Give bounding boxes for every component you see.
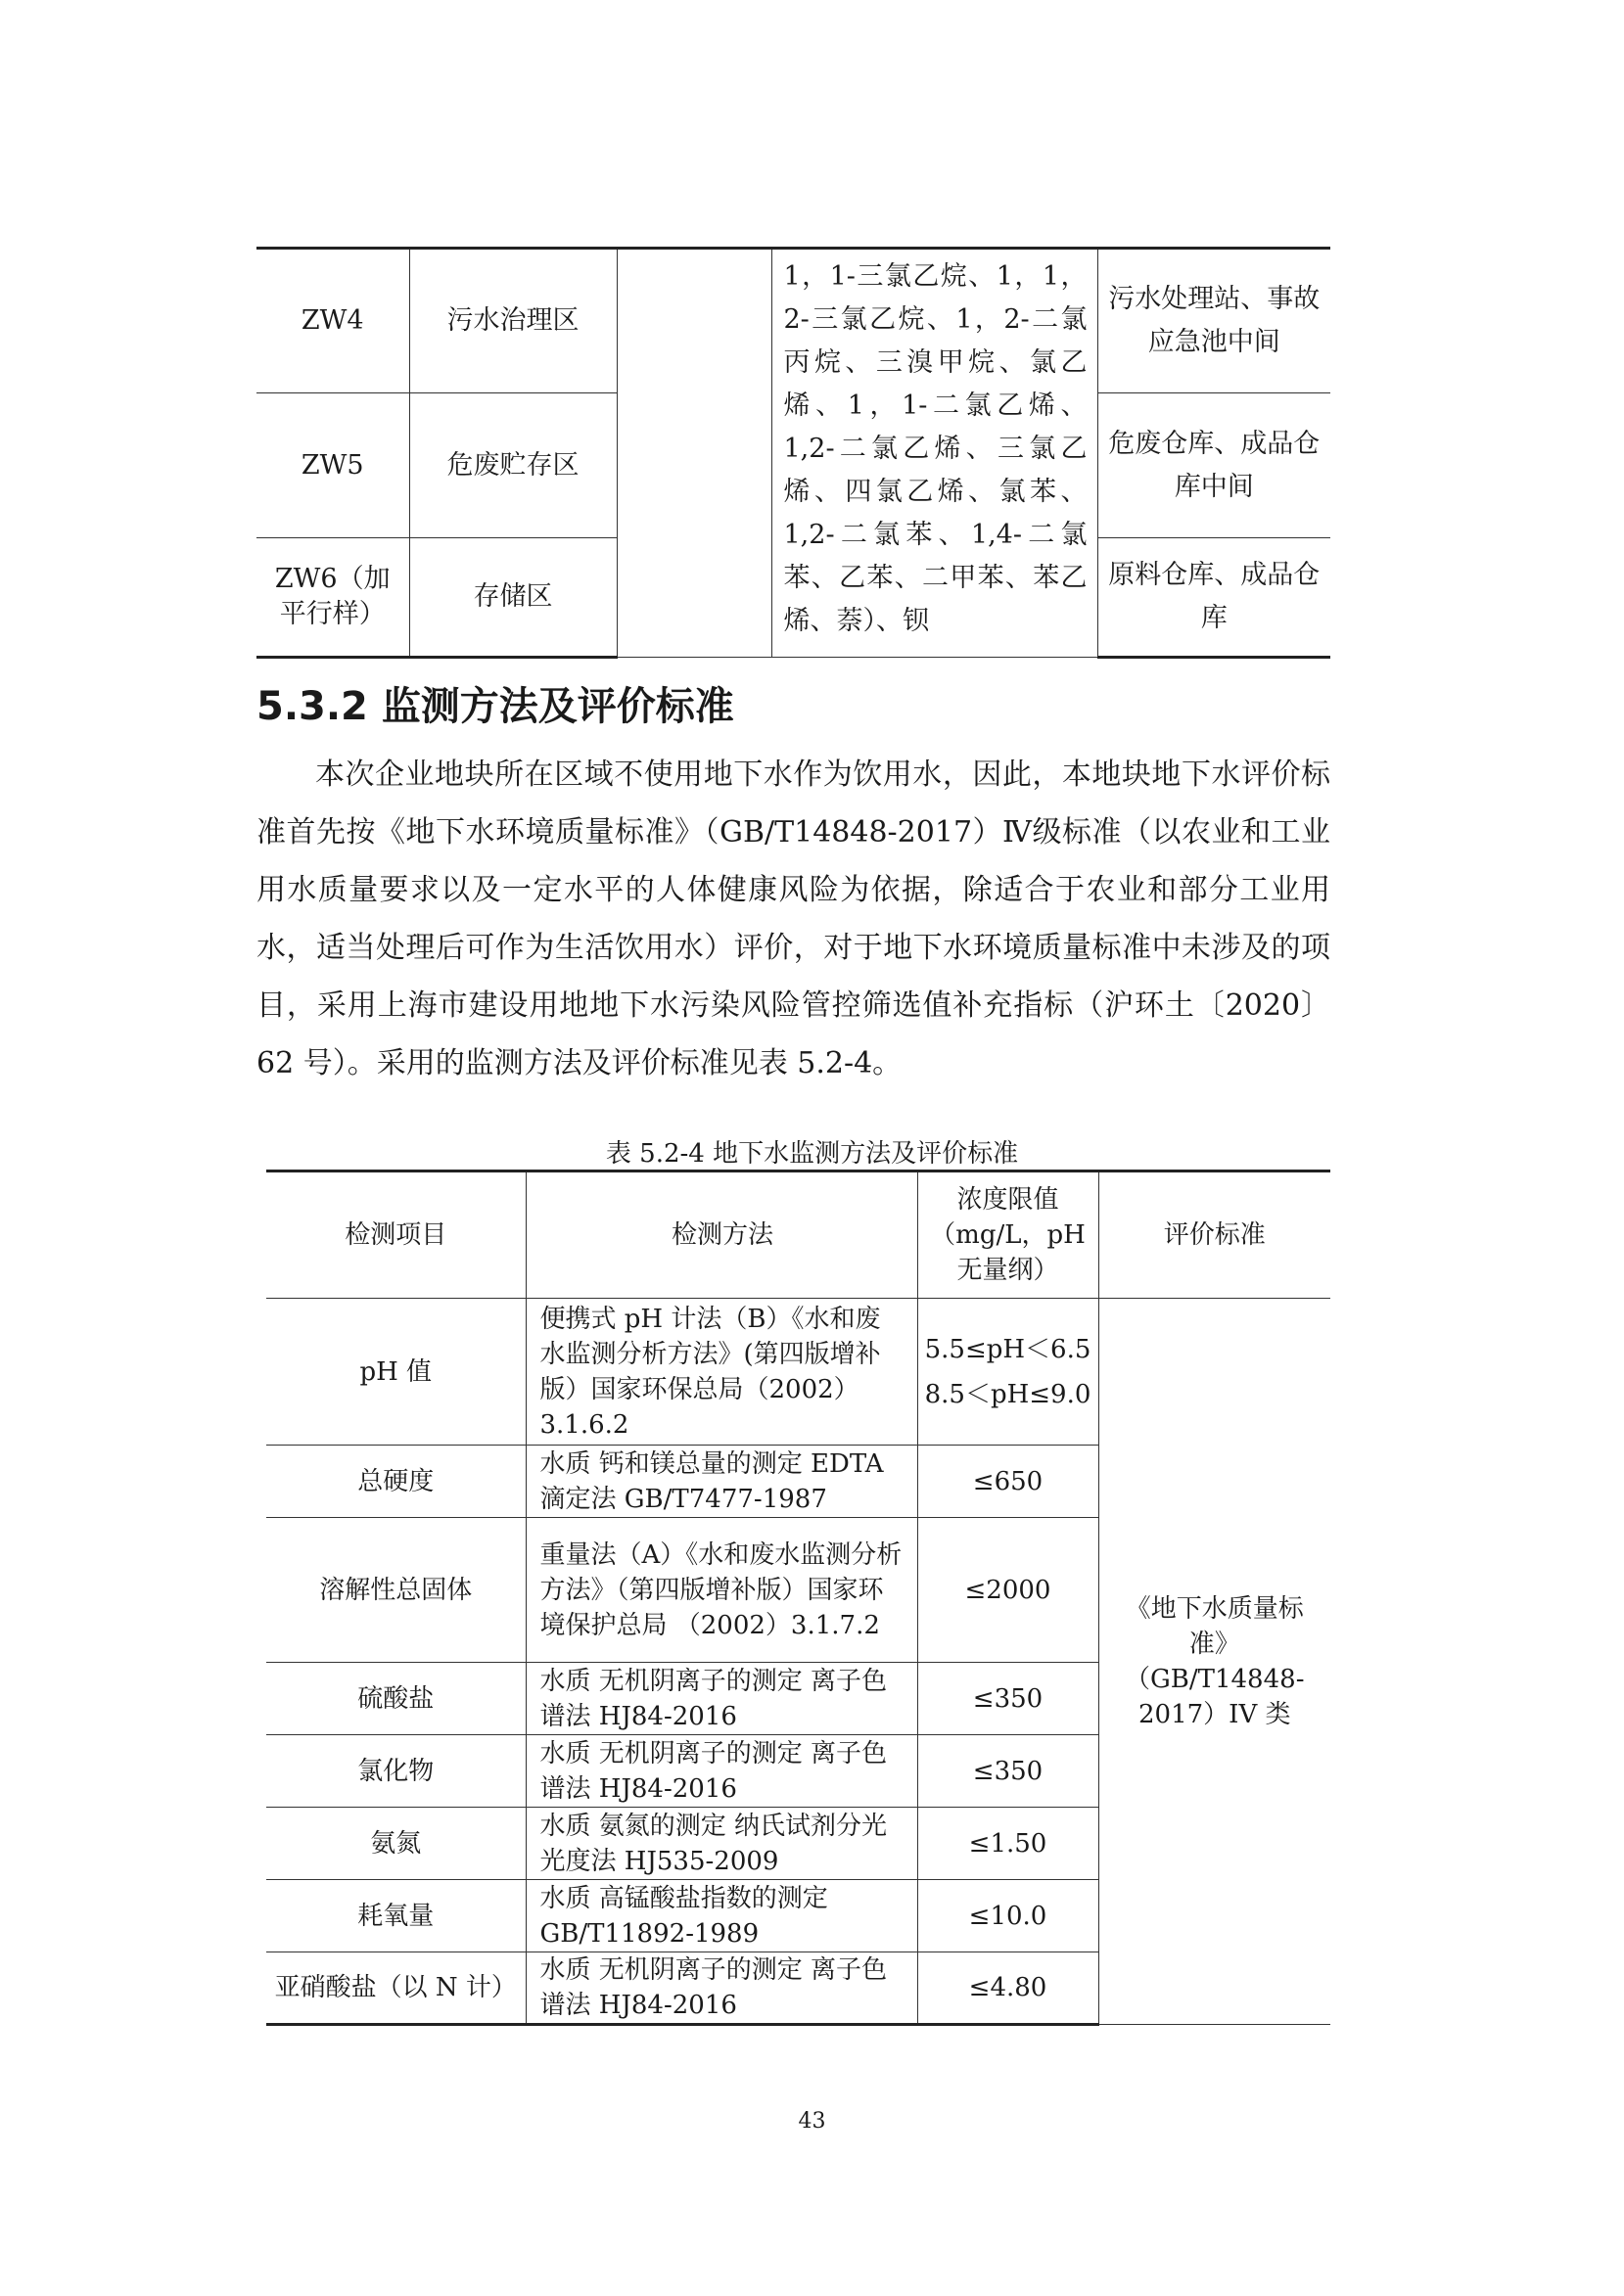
method-text: 水质 钙和镁总量的测定 EDTA 滴定法 GB/T7477-1987 xyxy=(526,1446,917,1518)
limit-value: ≤10.0 xyxy=(917,1880,1098,1952)
point-area: 污水治理区 xyxy=(409,249,617,393)
item-name: 氨氮 xyxy=(266,1808,526,1880)
point-id: ZW5 xyxy=(256,393,409,538)
point-location: 污水处理站、事故应急池中间 xyxy=(1097,249,1330,393)
method-text: 重量法（A）《水和废水监测分析方法》（第四版增补版）国家环境保护总局 （2002）3.1.7.2 xyxy=(526,1518,917,1663)
item-name: 硫酸盐 xyxy=(266,1663,526,1735)
limit-value: ≤4.80 xyxy=(917,1952,1098,2025)
limit-value: ≤2000 xyxy=(917,1518,1098,1663)
method-text: 水质 无机阴离子的测定 离子色谱法 HJ84-2016 xyxy=(526,1663,917,1735)
point-id: ZW6（加平行样） xyxy=(256,538,409,658)
limit-value: ≤350 xyxy=(917,1735,1098,1808)
evaluation-standard: 《地下水质量标准》（GB/T14848-2017）IV 类 xyxy=(1098,1299,1330,2025)
method-text: 便携式 pH 计法（B）《水和废水监测分析方法》(第四版增补版）国家环保总局（2002）3.1.6.2 xyxy=(526,1299,917,1446)
section-heading: 5.3.2 监测方法及评价标准 xyxy=(256,684,734,729)
sampling-point-table xyxy=(256,247,1330,659)
header-item: 检测项目 xyxy=(266,1171,526,1299)
limit-value: ≤1.50 xyxy=(917,1808,1098,1880)
item-name: 氯化物 xyxy=(266,1735,526,1808)
header-method: 检测方法 xyxy=(526,1171,917,1299)
item-name: 溶解性总固体 xyxy=(266,1518,526,1663)
method-text: 水质 高锰酸盐指数的测定 GB/T11892-1989 xyxy=(526,1880,917,1952)
pollutant-list: 1，1-三氯乙烷、1，1，2-三氯乙烷、1，2-二氯丙烷、三溴甲烷、氯乙烯、1，1-二氯乙烯、1,2-二氯乙烯、三氯乙烯、四氯乙烯、氯苯、1,2-二氯苯、1,4-二氯苯、乙苯、二甲苯、苯乙烯、萘）、钡 xyxy=(771,249,1097,658)
point-area: 存储区 xyxy=(409,538,617,658)
empty-cell xyxy=(617,249,771,658)
method-standard-table xyxy=(266,1170,1330,2026)
item-name: pH 值 xyxy=(266,1299,526,1446)
limit-upper: 8.5＜pH≤9.0 xyxy=(924,1379,1091,1409)
limit-value xyxy=(917,1299,1098,1446)
table-caption: 表 5.2-4 地下水监测方法及评价标准 xyxy=(605,1139,1019,1169)
point-id: ZW4 xyxy=(256,249,409,393)
limit-value: ≤650 xyxy=(917,1446,1098,1518)
body-paragraph: 本次企业地块所在区域不使用地下水作为饮用水，因此，本地块地下水评价标准首先按《地下水环境质量标准》（GB/T14848-2017）Ⅳ级标准（以农业和工业用水质量要求以及一定水平的人体健康风险为依据，除适合于农业和部分工业用水，适当处理后可作为生活饮用水）评价，对于地下水环境质量标准中未涉及的项目，采用上海市建设用地地下水污染风险管控筛选值补充指标（沪环土〔2020〕62 号）。采用的监测方法及评价标准见表 5.2-4。 xyxy=(256,758,1330,1080)
item-name: 耗氧量 xyxy=(266,1880,526,1952)
header-standard: 评价标准 xyxy=(1098,1171,1330,1299)
limit-lower: 5.5≤pH＜6.5 xyxy=(924,1334,1091,1364)
method-text: 水质 无机阴离子的测定 离子色谱法 HJ84-2016 xyxy=(526,1952,917,2025)
point-location: 原料仓库、成品仓库 xyxy=(1097,538,1330,658)
item-name: 亚硝酸盐（以 N 计） xyxy=(266,1952,526,2025)
limit-value: ≤350 xyxy=(917,1663,1098,1735)
item-name: 总硬度 xyxy=(266,1446,526,1518)
method-text: 水质 氨氮的测定 纳氏试剂分光光度法 HJ535-2009 xyxy=(526,1808,917,1880)
point-location: 危废仓库、成品仓库中间 xyxy=(1097,393,1330,538)
header-limit: 浓度限值（mg/L，pH 无量纲） xyxy=(917,1171,1098,1299)
point-area: 危废贮存区 xyxy=(409,393,617,538)
method-text: 水质 无机阴离子的测定 离子色谱法 HJ84-2016 xyxy=(526,1735,917,1808)
page-number: 43 xyxy=(798,2109,826,2134)
